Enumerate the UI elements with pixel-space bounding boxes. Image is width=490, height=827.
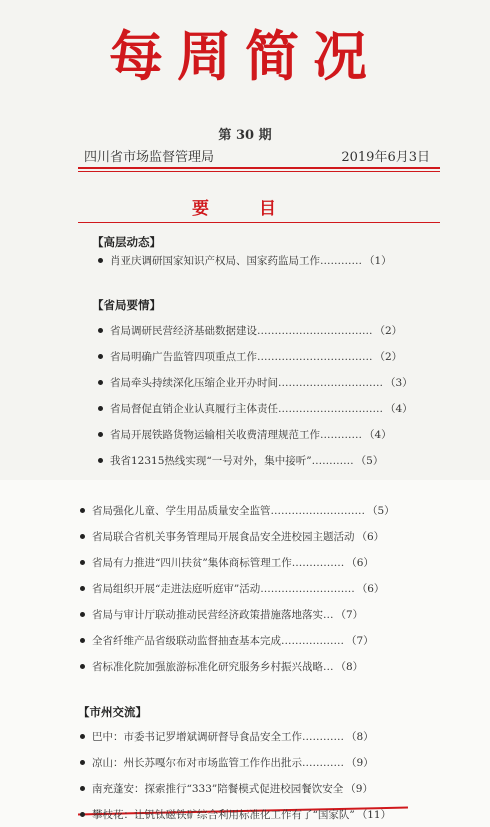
bullet-icon xyxy=(98,354,103,359)
toc-item-text: 巴中：市委书记罗增斌调研督导食品安全工作………… xyxy=(92,730,344,743)
toc-item xyxy=(80,580,384,596)
toc-item-text: 省局牵头持续深化压缩企业开办时间………………………… xyxy=(110,376,383,389)
bullet-icon xyxy=(98,458,103,463)
bullet-icon xyxy=(80,586,85,591)
toc-item-text: 省局与审计厅联动推动民营经济政策措施落地落实… xyxy=(92,608,334,621)
toc-item-text: 我省12315热线实现“一号对外，集中接听”………… xyxy=(110,454,354,467)
toc-item-page: （5） xyxy=(355,454,384,467)
bullet-icon xyxy=(98,406,103,411)
section-heading: 【市州交流】 xyxy=(78,705,147,719)
bullet-icon xyxy=(80,664,85,669)
bullet-icon xyxy=(80,534,85,539)
toc-item-text: 肖亚庆调研国家知识产权局、国家药监局工作………… xyxy=(110,254,362,267)
toc-item xyxy=(98,426,392,442)
toc-item xyxy=(80,780,373,796)
bullet-icon xyxy=(80,812,85,817)
toc-item xyxy=(98,374,413,390)
toc-item-page: （6） xyxy=(356,582,385,595)
toc-item-text: 省局组织开展“走进法庭听庭审”活动……………………… xyxy=(92,582,355,595)
toc-item-page: （2） xyxy=(374,324,403,337)
bullet-icon xyxy=(98,380,103,385)
toc-item-page: （6） xyxy=(356,530,385,543)
header-divider-thin xyxy=(78,171,440,172)
toc-item xyxy=(80,502,395,518)
issue-number: 第 30 期 xyxy=(218,128,272,143)
toc-item-page: （8） xyxy=(335,660,364,673)
toc-item-text: 省局强化儿童、学生用品质量安全监管……………………… xyxy=(92,504,365,517)
bullet-icon xyxy=(80,760,85,765)
toc-item-text: 省局调研民营经济基础数据建设…………………………… xyxy=(110,324,373,337)
toc-item-text: 省局联合省机关事务管理局开展食品安全进校园主题活动 xyxy=(92,530,355,543)
toc-item xyxy=(80,632,374,648)
toc-item-page: （8） xyxy=(346,730,374,743)
toc-item-text: 攀枝花：让钒钛磁铁矿综合利用标准化工作有了“国家队” xyxy=(92,808,355,821)
bullet-icon xyxy=(80,734,85,739)
toc-item-text: 凉山：州长苏嘎尔布对市场监管工作作出批示………… xyxy=(92,756,344,769)
toc-item-text: 省标准化院加强旅游标准化研究服务乡村振兴战略… xyxy=(92,660,334,673)
toc-divider xyxy=(78,222,440,223)
toc-item-page: （5） xyxy=(367,504,395,517)
toc-item xyxy=(98,252,392,268)
toc-item-text: 省局明确广告监管四项重点工作…………………………… xyxy=(110,350,373,363)
toc-item-page: （11） xyxy=(356,808,392,821)
toc-item-page: （1） xyxy=(364,254,392,267)
toc-item xyxy=(80,528,384,544)
toc-item xyxy=(98,348,402,364)
section-heading: 【高层动态】 xyxy=(92,235,161,249)
toc-item xyxy=(98,322,402,338)
toc-item-page: （7） xyxy=(335,608,364,621)
toc-item-text: 省局督促直销企业认真履行主体责任………………………… xyxy=(110,402,383,415)
bullet-icon xyxy=(98,328,103,333)
toc-item xyxy=(80,806,391,822)
bullet-icon xyxy=(80,560,85,565)
toc-item-page: （7） xyxy=(346,634,374,647)
toc-item xyxy=(98,452,383,468)
bullet-icon xyxy=(80,612,85,617)
toc-item xyxy=(98,400,413,416)
toc-item-page: （9） xyxy=(345,782,373,795)
publish-date: 2019年6月3日 xyxy=(341,150,430,165)
toc-item-text: 省局开展铁路货物运输相关收费清理规范工作………… xyxy=(110,428,362,441)
bullet-icon xyxy=(98,258,103,263)
toc-item xyxy=(80,754,374,770)
toc-item-page: （6） xyxy=(346,556,374,569)
bullet-icon xyxy=(98,432,103,437)
toc-item-text: 南充蓬安：探索推行“333”陪餐模式促进校园餐饮安全 xyxy=(92,782,344,795)
toc-item-text: 全省纤维产品省级联动监督抽查基本完成……………… xyxy=(92,634,344,647)
section-heading: 【省局要情】 xyxy=(92,298,161,312)
toc-item-text: 省局有力推进“四川扶贫”集体商标管理工作…………… xyxy=(92,556,345,569)
toc-item xyxy=(80,728,374,744)
toc-item-page: （4） xyxy=(364,428,392,441)
toc-item xyxy=(80,658,363,674)
bullet-icon xyxy=(80,508,85,513)
toc-item-page: （2） xyxy=(374,350,403,363)
toc-title: 要 目 xyxy=(192,199,298,219)
toc-item-page: （3） xyxy=(385,376,413,389)
toc-item xyxy=(80,606,363,622)
masthead-title: 每周简况 xyxy=(109,24,381,88)
toc-item xyxy=(80,554,374,570)
toc-item-page: （9） xyxy=(346,756,374,769)
toc-item-page: （4） xyxy=(385,402,413,415)
publisher-org: 四川省市场监督管理局 xyxy=(84,150,215,165)
bullet-icon xyxy=(80,638,85,643)
header-divider xyxy=(78,167,440,169)
bullet-icon xyxy=(80,786,85,791)
